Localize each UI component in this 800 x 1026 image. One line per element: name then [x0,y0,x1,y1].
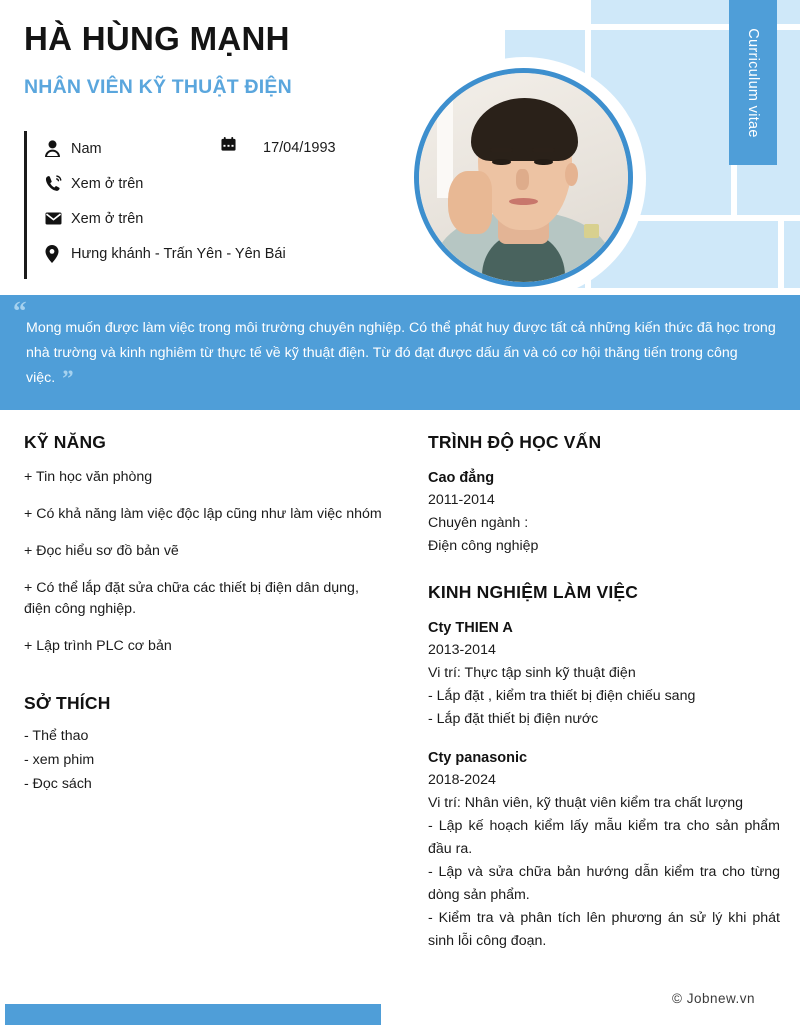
experience-years: 2013-2014 [428,642,496,658]
email-value: Xem ở trên [71,210,144,227]
footer-bar [5,1004,381,1025]
avatar-photo [419,73,628,282]
education-major: Điện công nghiệp [428,538,539,554]
skill-item: + Lập trình PLC cơ bản [24,638,172,654]
phone-icon [45,174,67,194]
skill-item: + Có khả năng làm việc độc lập cũng như làm việc nhóm [24,506,382,522]
calendar-icon [221,134,243,154]
hobby-item: - xem phim [24,752,95,768]
contact-row-phone [45,166,394,201]
experience-duty: - Lắp đặt , kiểm tra thiết bị điện chiếu sang [428,688,696,704]
summary-banner [0,295,800,410]
location-pin-icon [45,244,67,264]
avatar [414,68,633,287]
experience-years: 2018-2024 [428,772,496,788]
dob-value: 17/04/1993 [263,140,336,156]
gender-value: Nam [71,140,102,157]
contact-row-email [45,201,394,236]
experience-company: Cty THIEN A [428,620,513,636]
education-major-label: Chuyên ngành : [428,515,529,531]
quote-open-mark: “ [13,296,27,326]
education-degree: Cao đẳng [428,470,495,486]
contact-row-address [45,236,394,271]
experience-heading: KINH NGHIỆM LÀM VIỆC [428,582,639,602]
phone-value: Xem ở trên [71,175,144,192]
ribbon-label: Curriculum vitae [745,27,761,138]
skill-item: + Có thể lắp đặt sửa chữa các thiết bị điện dân dụng, điện công nghiệp. [24,580,359,617]
contact-row-gender [45,131,394,166]
right-column [428,432,780,969]
curriculum-vitae-ribbon [729,0,777,165]
hobbies-heading: SỞ THÍCH [24,693,111,713]
experience-duty: - Lắp đặt thiết bị điện nước [428,711,599,727]
skills-heading: KỸ NĂNG [24,432,107,452]
quote-close-mark: ” [62,366,74,391]
left-column [24,432,384,796]
experience-duty: - Lập kế hoạch kiểm lấy mẫu kiểm tra cho sản phẩm đầu ra. [428,818,780,857]
experience-entry [428,617,780,731]
experience-company: Cty panasonic [428,750,528,766]
hobby-item: - Thể thao [24,728,89,744]
envelope-icon [45,209,67,229]
experience-position: Vi trí: Thực tập sinh kỹ thuật điện [428,665,636,681]
experience-duty: - Lập và sửa chữa bản hướng dẫn kiểm tra cho từng dòng sản phẩm. [428,864,780,903]
education-years: 2011-2014 [428,492,495,508]
hobby-item: - Đọc sách [24,776,92,792]
contact-block [24,131,394,279]
education-heading: TRÌNH ĐỘ HỌC VẤN [428,432,602,452]
education-entry [428,467,780,558]
summary-text-wrapper [26,316,778,391]
experience-duty: - Kiểm tra và phân tích lên phương án sử lý khi phát sinh lỗi công đoạn. [428,910,780,949]
experience-entry [428,747,780,953]
job-title: NHÂN VIÊN KỸ THUẬT ĐIỆN [24,76,292,98]
skill-item: + Tin học văn phòng [24,469,153,485]
person-icon [45,139,67,159]
experience-position: Vi trí: Nhân viên, kỹ thuật viên kiểm tra chất lượng [428,795,744,811]
summary-text: Mong muốn được làm việc trong môi trường chuyên nghiệp. Có thể phát huy được tất cả những kiến thức đã học trong nhà trường và kinh nghiêm từ thực tế về kỹ thuật điện. Từ đó đạt được dấu ấn và có cơ hội thăng tiến trong công việc. [26,320,776,386]
footer-credit: © Jobnew.vn [672,991,755,1006]
page-title: HÀ HÙNG MẠNH [24,20,290,57]
address-value: Hưng khánh - Trấn Yên - Yên Bái [71,245,286,262]
skill-item: + Đọc hiểu sơ đồ bản vẽ [24,543,179,559]
